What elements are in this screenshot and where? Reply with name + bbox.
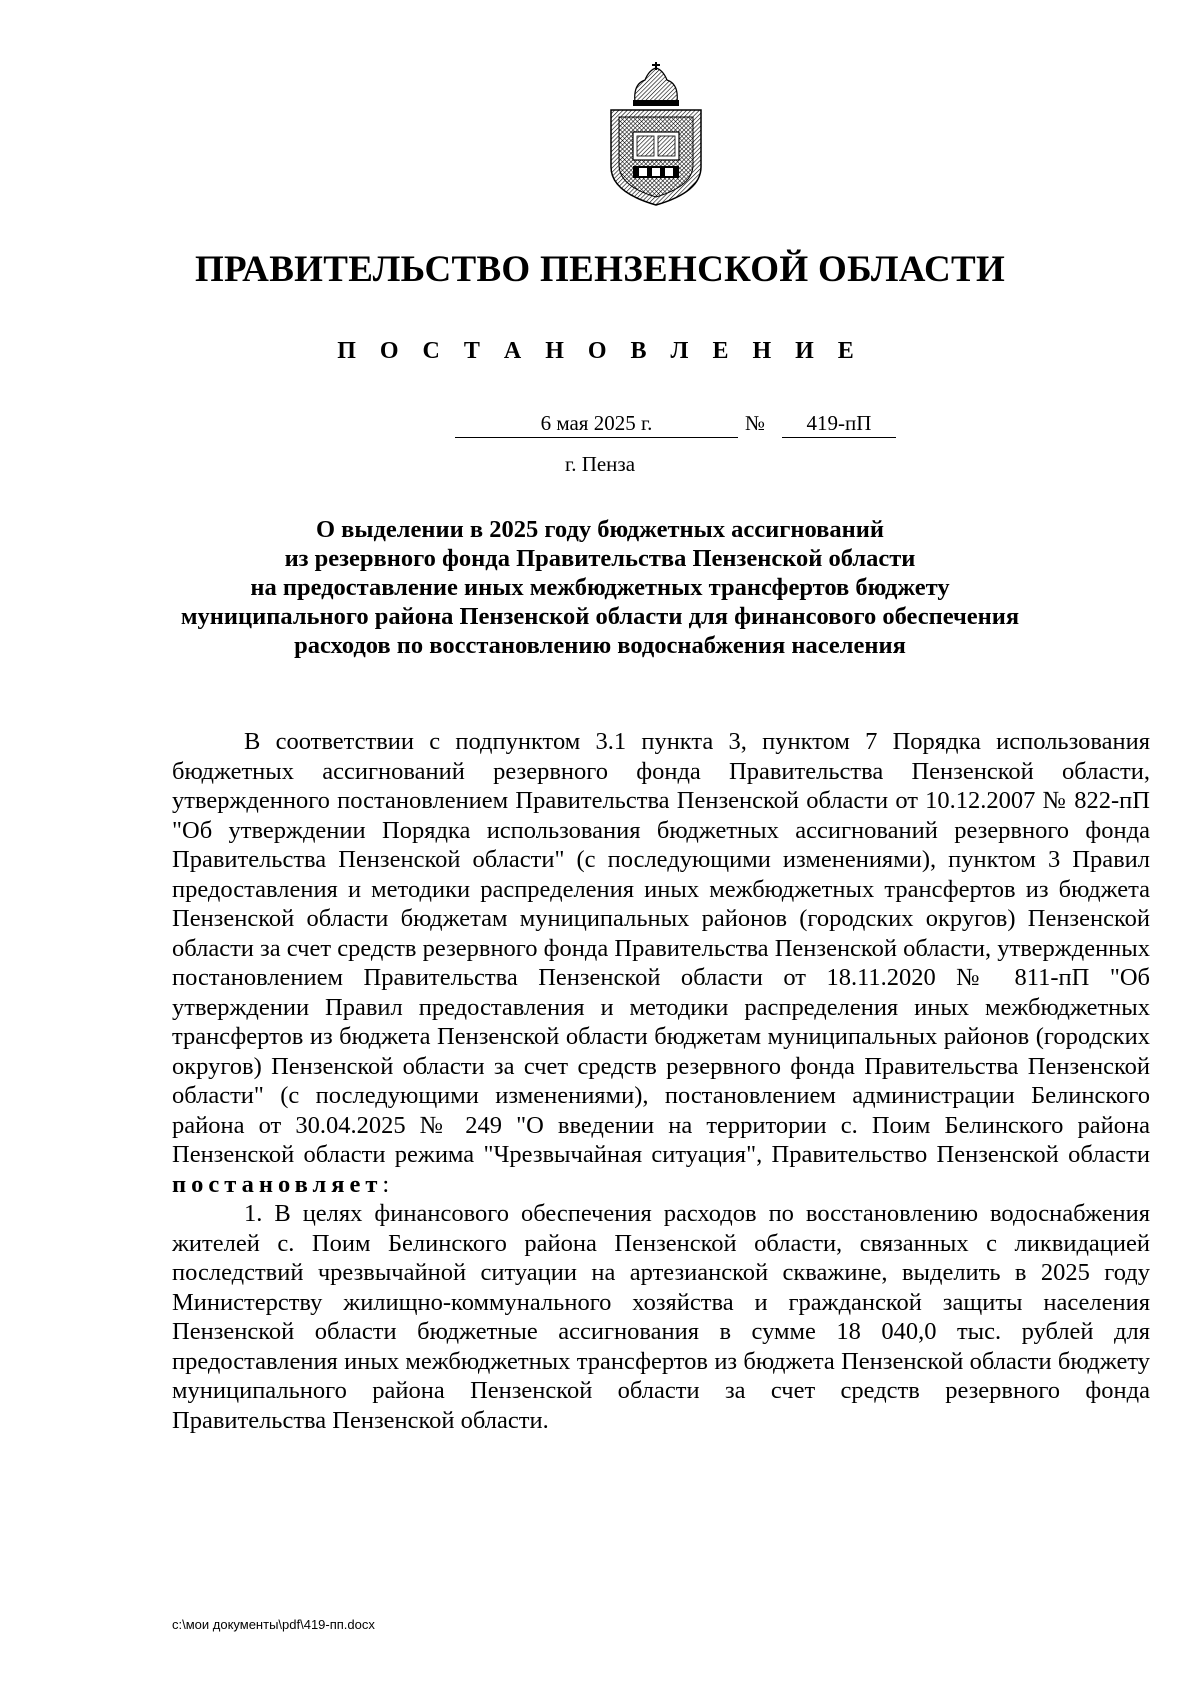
decree-word: постановляет (172, 1170, 383, 1198)
organization-name: ПРАВИТЕЛЬСТВО ПЕНЗЕНСКОЙ ОБЛАСТИ (194, 249, 1006, 290)
title-line: муниципального района Пензенской области для финансового обеспечения (180, 603, 1020, 630)
document-number: 419-пП (782, 411, 896, 438)
document-body (172, 727, 1150, 1435)
coat-of-arms-icon (603, 62, 709, 207)
decree-line (172, 1170, 1150, 1200)
preamble-paragraph: В соответствии с подпунктом 3.1 пункта 3, пунктом 7 Порядка использования бюджетных ассигнований резервного фонда Правительства Пензенской области, утвержденного постановлением Правительства Пензенской области от 10.12.2007 № 822-пП "Об утверждении Порядка использования бюджетных ассигнований резервного фонда Правительства Пензенской области" (с последующими изменениями), пунктом 3 Правил предоставления и методики распределения иных межбюджетных трансфертов из бюджета Пензенской области бюджетам муниципальных районов (городских округов) Пензенской области за счет средств резервного фонда Правительства Пензенской области, утвержденных постановлением Правительства Пензенской области от 18.11.2020 № 811-пП "Об утверждении Правил предоставления и методики распределения иных межбюджетных трансфертов из бюджета Пензенской области бюджетам муниципальных районов (городских округов) Пензенской области за счет средств резервного фонда Правительства Пензенской области" (с последующими изменениями), постановлением администрации Белинского района от 30.04.2025 № 249 "О введении на территории с. Поим Белинского района Пензенской области режима "Чрезвычайная ситуация", Правительство Пензенской области (172, 728, 1150, 1168)
title-line: из резервного фонда Правительства Пензенской области (284, 545, 916, 572)
document-type: П О С Т А Н О В Л Е Н И Е (337, 338, 863, 364)
document-city: г. Пенза (564, 452, 636, 476)
title-line: расходов по восстановлению водоснабжения населения (294, 632, 906, 659)
title-line: О выделении в 2025 году бюджетных ассигнований (316, 516, 884, 543)
file-path-footer: c:\мои документы\pdf\419-пп.docx (172, 1617, 375, 1632)
document-date: 6 мая 2025 г. (455, 411, 738, 438)
decree-colon: : (382, 1170, 390, 1198)
item-1-paragraph: 1. В целях финансового обеспечения расходов по восстановлению водоснабжения жителей с. Поим Белинского района Пензенской области, связанных с ликвидацией последствий чрезвычайной ситуации на артезианской скважине, выделить в 2025 году Министерству жилищно-коммунального хозяйства и гражданской защиты населения Пензенской области бюджетные ассигнования в сумме 18 040,0 тыс. рублей для предоставления иных межбюджетных трансфертов из бюджета Пензенской области бюджету муниципального района Пензенской области за счет средств резервного фонда Правительства Пензенской области. (172, 1200, 1150, 1434)
document-title (160, 515, 1040, 660)
title-line: на предоставление иных межбюджетных трансфертов бюджету (250, 574, 950, 601)
number-sign: № (745, 411, 766, 435)
